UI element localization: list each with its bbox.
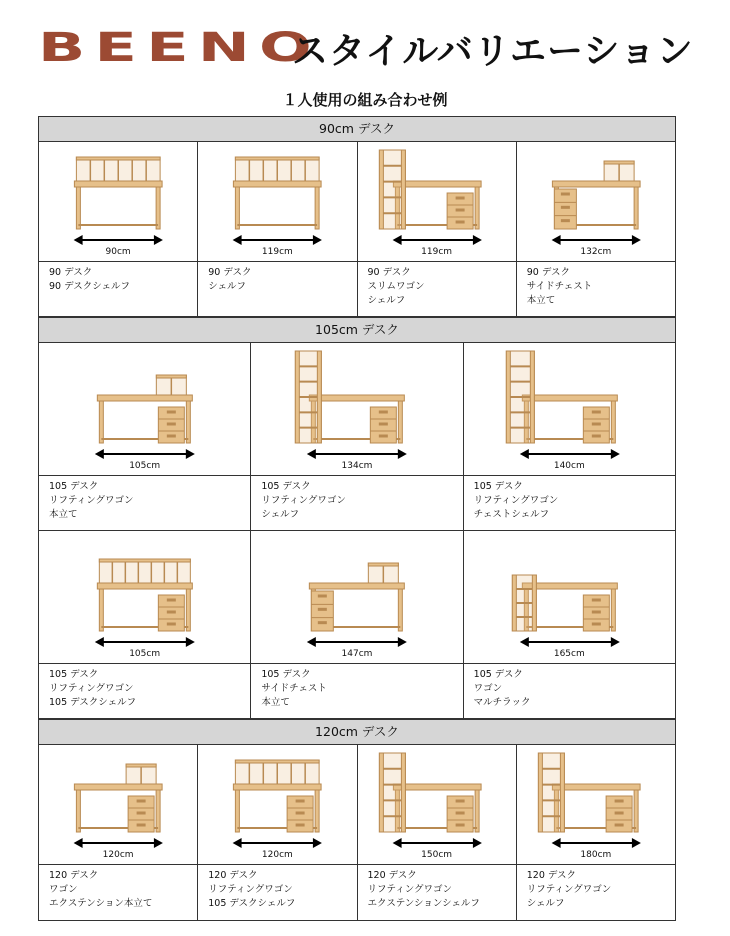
component-line: 90 デスク bbox=[208, 267, 252, 278]
furniture-drawing bbox=[464, 343, 675, 475]
combination-description bbox=[39, 476, 250, 522]
shelf-side bbox=[401, 753, 405, 832]
dimension-arrow-left bbox=[551, 235, 560, 245]
desk-shelf-top bbox=[236, 157, 320, 160]
shelf-side bbox=[401, 150, 405, 229]
dimension-arrow-right bbox=[398, 449, 407, 459]
dimension-arrow-right bbox=[313, 838, 322, 848]
combination-description bbox=[464, 664, 675, 710]
furniture-drawing bbox=[358, 745, 516, 864]
dimension-arrow-right bbox=[186, 449, 195, 459]
drawer-handle bbox=[167, 623, 175, 625]
dimension-arrow-right bbox=[186, 637, 195, 647]
combination-description bbox=[39, 262, 197, 294]
width-dimension-label: 140cm bbox=[553, 461, 585, 471]
drawer-handle bbox=[137, 812, 145, 814]
desk-top bbox=[552, 784, 640, 790]
component-line: 120 デスク bbox=[208, 870, 258, 881]
combination-description bbox=[464, 476, 675, 522]
component-line: マルチラック bbox=[473, 697, 531, 708]
dimension-arrow-left bbox=[233, 235, 242, 245]
drawer-handle bbox=[167, 599, 175, 601]
drawer-handle bbox=[380, 435, 388, 437]
dimension-arrow-left bbox=[95, 449, 104, 459]
component-line: 105 デスク bbox=[261, 481, 311, 492]
desk-leg bbox=[99, 401, 103, 443]
component-line: 120 デスク bbox=[49, 870, 99, 881]
desk-leg bbox=[99, 589, 103, 631]
width-dimension-label: 165cm bbox=[553, 649, 585, 659]
width-dimension-label: 120cm bbox=[102, 850, 134, 860]
combination-cell bbox=[39, 531, 251, 718]
drawer-handle bbox=[456, 800, 464, 802]
dimension-arrow-right bbox=[313, 235, 322, 245]
combination-cell bbox=[39, 142, 198, 316]
combination-cell bbox=[358, 142, 517, 316]
dimension-arrow-right bbox=[154, 235, 163, 245]
furniture-drawing bbox=[517, 745, 675, 864]
width-dimension-label: 150cm bbox=[421, 850, 453, 860]
furniture-illustration bbox=[251, 343, 462, 476]
drawer-handle bbox=[456, 197, 464, 199]
component-line: 105 デスクシェルフ bbox=[49, 697, 137, 708]
component-line: 105 デスク bbox=[473, 669, 523, 680]
component-line: ワゴン bbox=[49, 884, 78, 895]
desk-leg bbox=[236, 790, 240, 832]
dimension-arrow-left bbox=[551, 838, 560, 848]
component-line: サイドチェスト bbox=[526, 281, 593, 292]
combination-description bbox=[198, 865, 356, 911]
dimension-arrow-right bbox=[632, 838, 641, 848]
shelf-side bbox=[530, 351, 534, 443]
dimension-arrow-right bbox=[154, 838, 163, 848]
desk-leg bbox=[156, 790, 160, 832]
drawer-handle bbox=[456, 209, 464, 211]
desk-leg bbox=[634, 790, 638, 832]
combination-cell bbox=[517, 142, 676, 316]
combination-cell bbox=[251, 343, 463, 530]
combination-row bbox=[38, 142, 676, 317]
dimension-arrow-left bbox=[307, 449, 316, 459]
combination-description bbox=[358, 865, 516, 911]
drawer-handle bbox=[592, 411, 600, 413]
component-line: 105 デスク bbox=[49, 481, 99, 492]
dimension-arrow-right bbox=[472, 235, 481, 245]
desk-top bbox=[234, 181, 322, 187]
combination-cell bbox=[198, 142, 357, 316]
combination-description bbox=[39, 664, 250, 710]
dimension-arrow-right bbox=[632, 235, 641, 245]
drawer-handle bbox=[167, 423, 175, 425]
furniture-drawing bbox=[39, 745, 197, 864]
component-line: シェルフ bbox=[208, 281, 247, 292]
component-line: リフティングワゴン bbox=[208, 884, 293, 895]
component-line: 105 デスク bbox=[49, 669, 99, 680]
component-line: シェルフ bbox=[367, 295, 406, 306]
furniture-drawing bbox=[464, 531, 675, 663]
section-header: 105cm デスク bbox=[38, 317, 676, 343]
furniture-illustration bbox=[464, 343, 675, 476]
furniture-illustration bbox=[251, 531, 462, 664]
width-dimension-label: 132cm bbox=[580, 247, 612, 257]
drawer-handle bbox=[592, 623, 600, 625]
component-line: 本立て bbox=[49, 509, 78, 520]
shelf-side bbox=[379, 150, 383, 229]
combination-cell bbox=[358, 745, 517, 920]
dimension-arrow-left bbox=[95, 637, 104, 647]
combination-description bbox=[517, 262, 675, 308]
component-line: シェルフ bbox=[526, 898, 565, 909]
dimension-arrow-left bbox=[519, 637, 528, 647]
component-line: 120 デスク bbox=[526, 870, 577, 881]
furniture-illustration bbox=[39, 745, 197, 865]
component-line: チェストシェルフ bbox=[473, 509, 550, 520]
desk-leg bbox=[475, 187, 479, 229]
width-dimension-label: 119cm bbox=[261, 247, 293, 257]
combination-cell bbox=[251, 531, 463, 718]
combination-description bbox=[39, 865, 197, 911]
desk-leg bbox=[634, 187, 638, 229]
desk-leg bbox=[611, 401, 615, 443]
drawer-handle bbox=[319, 622, 327, 624]
shelf-side bbox=[560, 753, 564, 832]
combination-cell bbox=[198, 745, 357, 920]
drawer-handle bbox=[380, 411, 388, 413]
shelf-side bbox=[318, 351, 322, 443]
combination-description bbox=[251, 476, 462, 522]
drawer-handle bbox=[592, 611, 600, 613]
combination-row bbox=[38, 343, 676, 531]
dimension-arrow-right bbox=[472, 838, 481, 848]
drawer-handle bbox=[456, 812, 464, 814]
furniture-drawing bbox=[39, 531, 250, 663]
component-line: リフティングワゴン bbox=[49, 495, 134, 506]
combination-cell bbox=[39, 745, 198, 920]
desk-leg bbox=[76, 187, 80, 229]
furniture-drawing bbox=[358, 142, 516, 261]
component-line: リフティングワゴン bbox=[473, 495, 559, 506]
dimension-arrow-left bbox=[392, 235, 401, 245]
combination-description bbox=[517, 865, 675, 911]
desk-leg bbox=[186, 401, 190, 443]
drawer-handle bbox=[592, 435, 600, 437]
desk-top bbox=[522, 395, 617, 401]
width-dimension-label: 134cm bbox=[341, 461, 373, 471]
dimension-arrow-left bbox=[74, 838, 83, 848]
drawer-handle bbox=[380, 423, 388, 425]
drawer-handle bbox=[615, 812, 623, 814]
desk-leg bbox=[186, 589, 190, 631]
component-line: リフティングワゴン bbox=[367, 884, 453, 895]
combination-description bbox=[251, 664, 462, 710]
furniture-drawing bbox=[251, 343, 462, 475]
drawer-handle bbox=[592, 423, 600, 425]
desk-shelf-top bbox=[76, 157, 160, 160]
furniture-illustration bbox=[517, 142, 675, 262]
furniture-illustration bbox=[464, 531, 675, 664]
desk-leg bbox=[236, 187, 240, 229]
drawer-handle bbox=[167, 411, 175, 413]
combination-cell bbox=[464, 531, 676, 718]
drawer-handle bbox=[167, 435, 175, 437]
drawer-handle bbox=[296, 800, 304, 802]
desk-leg bbox=[315, 187, 319, 229]
furniture-drawing bbox=[39, 142, 197, 261]
drawer-handle bbox=[592, 599, 600, 601]
furniture-drawing bbox=[198, 142, 356, 261]
desk-leg bbox=[399, 589, 403, 631]
component-line: 105 デスク bbox=[473, 481, 523, 492]
desk-shelf-top bbox=[99, 559, 190, 562]
section-header: 90cm デスク bbox=[38, 116, 676, 142]
combination-cell bbox=[517, 745, 676, 920]
desk-top bbox=[393, 784, 481, 790]
component-line: ワゴン bbox=[473, 683, 503, 694]
desk-leg bbox=[611, 589, 615, 631]
desk-shelf-top bbox=[604, 161, 634, 164]
desk-shelf-top bbox=[236, 760, 320, 763]
width-dimension-label: 147cm bbox=[341, 649, 373, 659]
shelf-side bbox=[532, 575, 536, 631]
drawer-handle bbox=[456, 221, 464, 223]
dimension-arrow-left bbox=[233, 838, 242, 848]
desk-leg bbox=[399, 401, 403, 443]
desk-top bbox=[393, 181, 481, 187]
drawer-handle bbox=[456, 824, 464, 826]
width-dimension-label: 105cm bbox=[129, 649, 161, 659]
shelf-side bbox=[379, 753, 383, 832]
furniture-illustration bbox=[39, 142, 197, 262]
width-dimension-label: 119cm bbox=[421, 247, 453, 257]
desk-shelf-top bbox=[126, 764, 156, 767]
desk-top bbox=[97, 395, 192, 401]
drawer-handle bbox=[319, 608, 327, 610]
drawer-handle bbox=[137, 824, 145, 826]
desk-top bbox=[552, 181, 640, 187]
component-line: エクステンション本立て bbox=[49, 898, 153, 909]
furniture-illustration bbox=[358, 142, 516, 262]
desk-top bbox=[74, 784, 162, 790]
drawer-handle bbox=[615, 824, 623, 826]
dimension-arrow-right bbox=[610, 449, 619, 459]
combination-cell bbox=[39, 343, 251, 530]
combination-description bbox=[358, 262, 516, 308]
page-header bbox=[0, 0, 730, 90]
shelf-side bbox=[512, 575, 516, 631]
desk-top bbox=[74, 181, 162, 187]
component-line: リフティングワゴン bbox=[261, 495, 346, 506]
drawer-handle bbox=[296, 812, 304, 814]
drawer-handle bbox=[561, 220, 569, 222]
desk-leg bbox=[76, 790, 80, 832]
combination-cell bbox=[464, 343, 676, 530]
furniture-drawing bbox=[251, 531, 462, 663]
shelf-side bbox=[538, 753, 542, 832]
drawer-handle bbox=[615, 800, 623, 802]
furniture-drawing bbox=[517, 142, 675, 261]
section-header: 120cm デスク bbox=[38, 719, 676, 745]
drawer-handle bbox=[296, 824, 304, 826]
drawer-handle bbox=[167, 611, 175, 613]
component-line: 90 デスク bbox=[49, 267, 93, 278]
page-subtitle: １人使用の組み合わせ例 bbox=[282, 91, 448, 109]
width-dimension-label: 105cm bbox=[129, 461, 161, 471]
furniture-illustration bbox=[198, 142, 356, 262]
width-dimension-label: 90cm bbox=[105, 247, 131, 257]
dimension-arrow-right bbox=[610, 637, 619, 647]
shelf-side bbox=[296, 351, 300, 443]
drawer-handle bbox=[319, 595, 327, 597]
desk-leg bbox=[156, 187, 160, 229]
component-line: 本立て bbox=[261, 697, 290, 708]
dimension-arrow-right bbox=[398, 637, 407, 647]
furniture-illustration bbox=[39, 531, 250, 664]
component-line: 90 デスク bbox=[526, 267, 570, 278]
desk-top bbox=[310, 395, 405, 401]
furniture-drawing bbox=[39, 343, 250, 475]
component-line: リフティングワゴン bbox=[526, 884, 612, 895]
component-line: サイドチェスト bbox=[261, 683, 327, 694]
desk-top bbox=[234, 784, 322, 790]
component-line: エクステンションシェルフ bbox=[367, 898, 480, 909]
furniture-drawing bbox=[198, 745, 356, 864]
drawer-handle bbox=[561, 206, 569, 208]
component-line: 90 デスクシェルフ bbox=[49, 281, 131, 292]
width-dimension-label: 120cm bbox=[261, 850, 293, 860]
component-line: リフティングワゴン bbox=[49, 683, 134, 694]
page-title: スタイルバリエーション bbox=[292, 31, 694, 72]
dimension-arrow-left bbox=[74, 235, 83, 245]
combination-description bbox=[198, 262, 356, 294]
component-line: スリムワゴン bbox=[367, 281, 425, 292]
shelf-side bbox=[506, 351, 510, 443]
component-line: 105 デスクシェルフ bbox=[208, 898, 296, 909]
dimension-arrow-left bbox=[519, 449, 528, 459]
component-line: シェルフ bbox=[261, 509, 300, 520]
component-line: 本立て bbox=[526, 295, 556, 306]
component-line: 90 デスク bbox=[367, 267, 411, 278]
width-dimension-label: 180cm bbox=[580, 850, 612, 860]
drawer-handle bbox=[137, 800, 145, 802]
desk-top bbox=[310, 583, 405, 589]
furniture-illustration bbox=[358, 745, 516, 865]
desk-shelf-top bbox=[369, 563, 399, 566]
drawer-handle bbox=[561, 193, 569, 195]
furniture-illustration bbox=[517, 745, 675, 865]
furniture-illustration bbox=[198, 745, 356, 865]
component-line: 120 デスク bbox=[367, 870, 417, 881]
desk-top bbox=[97, 583, 192, 589]
combination-row bbox=[38, 745, 676, 921]
desk-leg bbox=[315, 790, 319, 832]
desk-shelf-top bbox=[156, 375, 186, 378]
dimension-arrow-left bbox=[307, 637, 316, 647]
desk-leg bbox=[475, 790, 479, 832]
component-line: 105 デスク bbox=[261, 669, 311, 680]
brand-logo: BEENO bbox=[38, 25, 322, 71]
combination-row bbox=[38, 531, 676, 719]
dimension-arrow-left bbox=[392, 838, 401, 848]
furniture-illustration bbox=[39, 343, 250, 476]
